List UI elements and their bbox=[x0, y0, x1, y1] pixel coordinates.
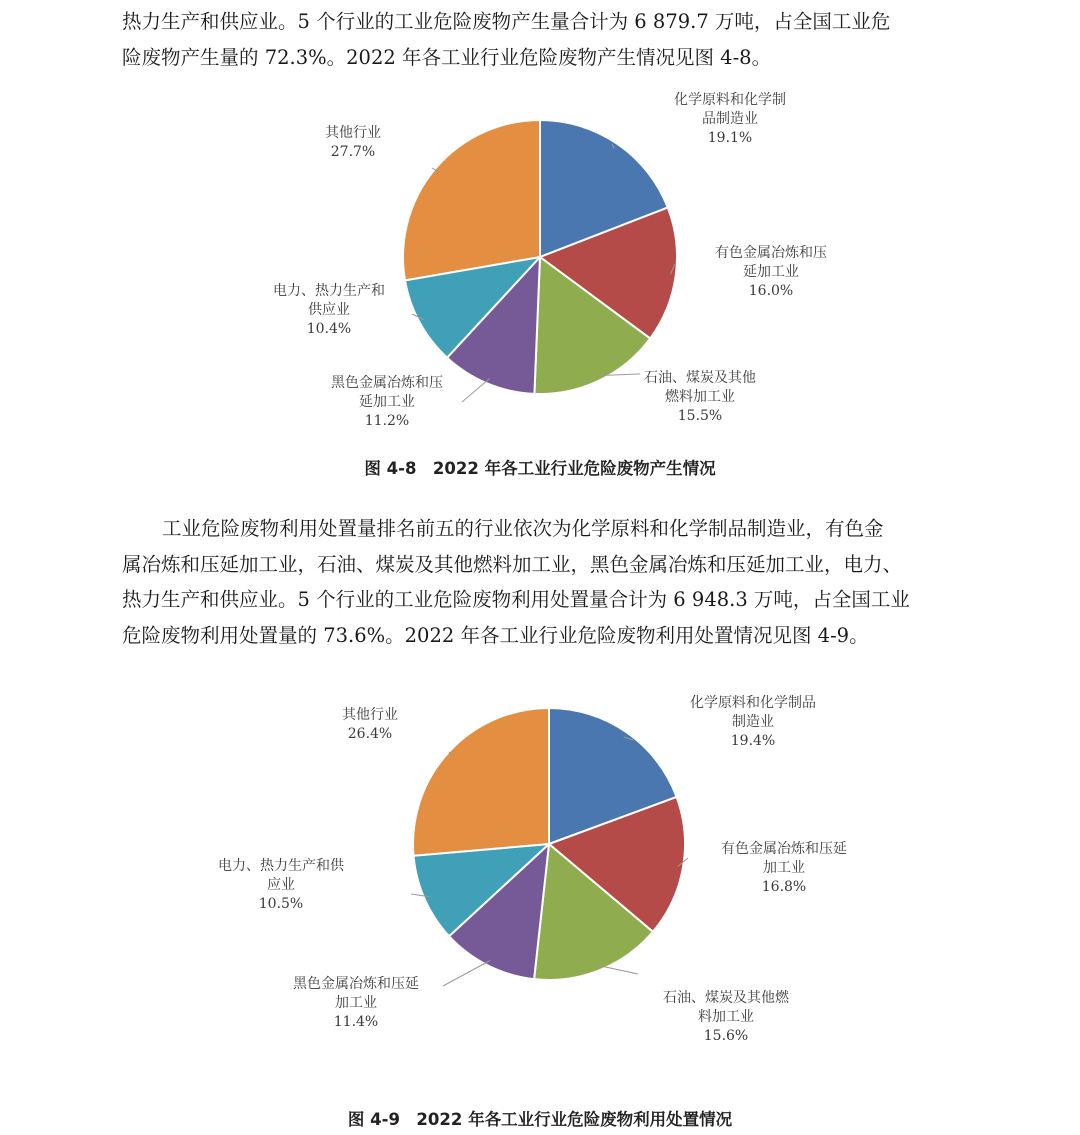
leader-line bbox=[443, 961, 490, 987]
figure-4-9-pie-chart bbox=[0, 682, 1080, 1062]
paragraph-1-line: 险废物产生量的 72.3%。2022 年各工业行业危险废物产生情况见图 4-8。 bbox=[122, 45, 772, 69]
slice-label: 黑色金属冶炼和压延加工业 11.4% bbox=[293, 976, 419, 1030]
slice-label: 有色金属冶炼和压延加工业 16.8% bbox=[721, 841, 847, 895]
leader-line bbox=[462, 379, 490, 403]
slice-label: 石油、煤炭及其他燃料加工业 15.5% bbox=[644, 370, 756, 424]
paragraph-2 bbox=[122, 511, 962, 653]
pie-chart-svg bbox=[0, 682, 1080, 1062]
slice-label: 电力、热力生产和供应业 10.5% bbox=[218, 858, 344, 912]
figure-4-8-caption: 图 4-8 2022 年各工业行业危险废物产生情况 bbox=[364, 459, 716, 478]
slice-label: 其他行业 27.7% bbox=[325, 125, 381, 160]
slice-label: 其他行业 26.4% bbox=[342, 707, 398, 742]
paragraph-1 bbox=[122, 4, 962, 75]
paragraph-2-line: 热力生产和供应业。5 个行业的工业危险废物利用处置量合计为 6 948.3 万吨，占全国工业 bbox=[122, 588, 910, 611]
paragraph-2-line: 属冶炼和压延加工业，石油、煤炭及其他燃料加工业，黑色金属冶炼和压延加工业，电力、 bbox=[122, 552, 903, 576]
slice-label: 化学原料和化学制品制造业 19.1% bbox=[674, 92, 786, 146]
figure-4-9-caption: 图 4-9 2022 年各工业行业危险废物利用处置情况 bbox=[347, 1110, 733, 1129]
paragraph-2-line: 危险废物利用处置量的 73.6%。2022 年各工业行业危险废物利用处置情况见图 4-9。 bbox=[122, 623, 869, 647]
pie-chart-svg bbox=[0, 82, 1080, 442]
slice-label: 黑色金属冶炼和压延加工业 11.2% bbox=[331, 375, 443, 429]
slice-label: 有色金属冶炼和压延加工业 16.0% bbox=[715, 245, 827, 299]
paragraph-2-line: 工业危险废物利用处置量排名前五的行业依次为化学原料和化学制品制造业，有色金 bbox=[162, 517, 884, 540]
slice-label: 电力、热力生产和供应业 10.4% bbox=[273, 283, 385, 337]
paragraph-1-line: 热力生产和供应业。5 个行业的工业危险废物产生量合计为 6 879.7 万吨，占全国工业危 bbox=[122, 10, 891, 33]
pie-slice bbox=[413, 708, 549, 856]
figure-4-8-pie-chart bbox=[0, 82, 1080, 442]
pie-slice bbox=[403, 120, 540, 280]
slice-label: 化学原料和化学制品制造业 19.4% bbox=[690, 695, 816, 749]
slice-label: 石油、煤炭及其他燃料加工业 15.6% bbox=[663, 990, 789, 1044]
